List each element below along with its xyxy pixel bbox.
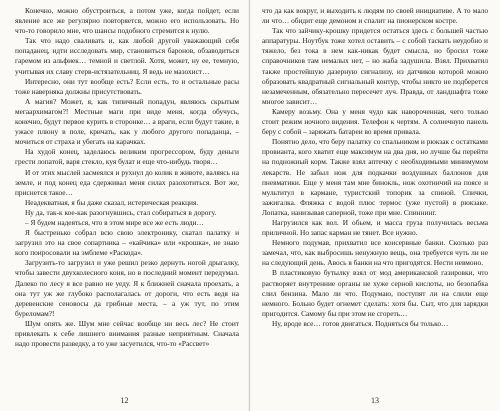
paragraph: – Я будем надеяться, что в этом мире все же есть люди… <box>25 217 204 227</box>
paragraph: Так что надо сваливать и, как любой другой уважающий себя попаданец, идти исследовать мир, становиться баронов, обзаводиться гаремом из альфиек… темной и светлой. Хотя, может, ну ее, темную, учитывая их славу стерв-истязательниц. Я ведь не мазохист… <box>15 36 239 76</box>
paragraph: Так что зайчику-крошку придется остаться здесь с большей частью аппаратуры. Ноутбук тоже хотел оставить – с собой таскать неудобно и тяжело, без тока в нем как-никак будет смысла, но бросил тоже справочников там немалых нет, – но жаба задушила. Взял. Прихватил также простейшую дазерную сигнализу, из датчиков которой можно образовать квадратный сигнальный контур, чтобы никто не подберется незамеченным, обязательно пересечет луч. Правда, от ландшафта тоже многое зависит… <box>262 26 488 106</box>
left-page-text <box>15 6 239 349</box>
paragraph: Камеру возьму. Она у меня чудо как навороченная, чего только стоит режим ночного видения. Телефон к чертям. А солнечную панель беру с собой – заряжать батареи во время привала. <box>262 106 488 137</box>
paragraph: В пластиковую бутылку взял от мод американской газировки, что растворяет внутренние органы не хуже серной кислоты, но безопабка слил бензина. Мало ли что. Подумаю, поступят ли на слили еще немного. Больно будет огнемет сделать: хотя бы. Сыт, что для зарядки пригодится. Самому бы при этом не сгореть… <box>262 268 488 318</box>
paragraph: Я быстренько собрал всю свою электронику, скатал палатку и загрузил это на свое сопартника – «кайчика» или «крошка», не знаю кого поиросовали на эмблеме «Раскода». <box>15 228 239 258</box>
paragraph: И от этих мыслей засмеялся и рухнул до колик в животе, валяясь на земле, и под конец еда сдерживал меня силах разохотиться. Вот же, приснется такое… <box>15 167 239 197</box>
paragraph: Интересно, они тут вообще есть? Если есть, то и остальные расы тоже наверняка должны присутствовать. <box>15 76 239 96</box>
paragraph: На худой конец, заделаюсь великим прогрессором, буду деньги грести лопатой, варя стекло, куя булат и еще что-нибудь творя… <box>15 147 239 167</box>
paragraph: Шум опять же. Шум мне сейчас вообще ни весь лес? Не стоит привлекать к себе лишнего внимания разные неприятным. Сначала надо провести разведку, а то уже засуетился, что-то «Рассвет» <box>15 318 239 349</box>
paragraph: А магия? Может, я, как типичный попадун, являюсь скрытым мегаархимагом?! Местные маги при виде меня, когда обучусь, конечно, будут первое курить в сторонке… а враги, если будут такие, в ужасе плюну в поле, кричать, как у любого другого попаданца, – мочиться от страха и убегать на карачках. <box>15 96 239 147</box>
right-page <box>250 0 500 411</box>
paragraph: Ну да, так-к кое-как разогнувшись, стал собираться в дорогу. <box>25 207 217 217</box>
paragraph: Конечно, можно обустроиться, а потом уже, когда пойдет, если явление все же регулярно повторяется, можно его использовать. Но что-то говорило мне, что шансы подобного стремится к нулю. <box>15 6 239 36</box>
paragraph: что да как вокруг, и выходить к людям по своей инициативе. А то мало ли что… обидит еще демоном и спалит на пионерском костре. <box>262 6 488 26</box>
page-number: 12 <box>120 396 129 405</box>
page-number: 13 <box>371 396 379 405</box>
paragraph: Неадекватная, я бы даже сказал, истерическая реакция. <box>25 197 199 207</box>
paragraph: Загрузить-то загрузил и уже решил резко дернуть ногой дрыгалку, чтобы завести двухколесного коня, но в последний момент передумал. Далеко по лесу я все равно не уеду. Я к ближней сначала проехать, а она тут уж же глубоко располагалась от дороги, что есть ведя на деревенские сеновосы да грибные места, – а уж тут, по этим буреломам?! <box>15 258 239 318</box>
right-page-text <box>262 6 488 329</box>
paragraph: Немного подумав, прихватил все консервные банки. Сколько раз замечал, что, как выбросишь ненужную вещь, она требуется чуть ли не на следующий день. Авось в банки на что пригодятся. Нести невмоно. <box>262 238 488 268</box>
paragraph: Понятно дело, что беру палатку со спальником и рюкзак с остатками провианта, кого хватит еще максимум на два дня, но лучше бы перейти на подножный корм. Также взял аптечку с необходимыми минимумом лекарств. Не забыл нож для подкачки воздушных баллонов для пневматики. Еще у меня там мне бинокль, нож охотничий на поясе и мультитул в кармане, туристский топорик за спиной. Спички, зажигалка. Фляжка с водой плюс термос (уже пустой) в рюкзаке. Лопатка, нанизывая саперной, тоже при мне. Спиннинг. <box>262 137 488 217</box>
paragraph: Ну, вроде все… готов двигаться. Подняться бы только… <box>272 318 449 328</box>
paragraph: Нагрузился как вол. И обьем, и масса груза получилась весьма приличной. Но запас карман не тянет. Все нужно. <box>262 217 488 238</box>
